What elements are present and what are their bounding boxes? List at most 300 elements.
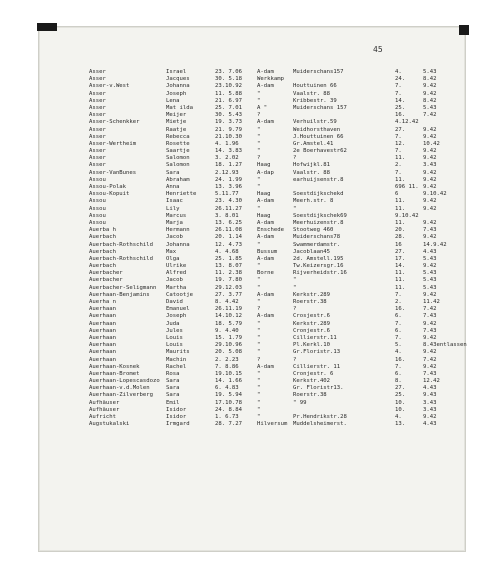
record-day: 11. xyxy=(395,284,406,291)
record-given-name: Rosa xyxy=(166,370,180,377)
record-given-name: Sara xyxy=(166,385,180,392)
record-day: 27. xyxy=(395,248,406,255)
record-day: 4. xyxy=(395,414,402,420)
record-day: 16. xyxy=(395,356,406,363)
record-birth-date: 14. 1.66 xyxy=(215,378,242,385)
record-day: 17. xyxy=(395,255,406,262)
record-address: 2e Boerhavestr62 xyxy=(293,148,347,155)
record-day: 27. xyxy=(395,385,406,392)
record-row xyxy=(89,371,459,378)
record-date: 9.42 xyxy=(423,176,437,183)
record-given-name: Mat ilda xyxy=(166,104,193,111)
record-birth-date: 6. 4.83 xyxy=(215,385,239,392)
record-birth-date: 25. 1.85 xyxy=(215,255,242,262)
record-birth-date: 13. 3.96 xyxy=(215,184,242,190)
record-address: Gr.Amstel.41 xyxy=(293,140,334,147)
record-birth-date: 18. 1.27 xyxy=(215,162,242,169)
record-date: 9.42 xyxy=(423,184,437,190)
record-surname: Auerhaan-v.d.Molen xyxy=(89,385,150,392)
record-given-name: Isidor xyxy=(166,406,187,413)
record-row xyxy=(89,112,459,119)
ledger-sheet xyxy=(38,26,466,552)
record-address: ? xyxy=(293,356,297,363)
record-address: J.Houttuinen 66 xyxy=(293,133,344,140)
record-given-name: Emanuel xyxy=(166,306,190,313)
record-city: ? xyxy=(257,112,261,119)
record-city: A-dam xyxy=(257,313,274,320)
record-address: ? xyxy=(293,155,297,162)
record-city: " xyxy=(257,97,261,104)
record-day: 11. xyxy=(395,205,406,212)
record-date: 9.43 xyxy=(423,392,437,399)
record-surname: Assou xyxy=(89,219,106,226)
record-row xyxy=(89,421,459,428)
record-address: 2d. Amstell.195 xyxy=(293,255,344,262)
record-city: A " xyxy=(257,104,268,111)
record-row xyxy=(89,385,459,392)
record-given-name: Martha xyxy=(166,284,187,291)
record-address: Muddelsheimerst. xyxy=(293,421,347,428)
record-row xyxy=(89,98,459,105)
record-given-name: Machin xyxy=(166,356,187,363)
record-surname: Asser xyxy=(89,97,106,104)
record-row xyxy=(89,76,459,83)
record-row xyxy=(89,227,459,234)
record-row xyxy=(89,277,459,284)
record-birth-date: 2. 2.23 xyxy=(215,356,239,363)
record-birth-date: 24. 8.84 xyxy=(215,406,242,413)
record-row xyxy=(89,191,459,198)
record-surname: Auerhaan xyxy=(89,342,116,349)
record-address: Cronjestr. 6 xyxy=(293,370,334,377)
record-day: 11. xyxy=(395,198,406,205)
record-city: A-dam xyxy=(257,119,274,126)
record-given-name: Saartje xyxy=(166,148,190,155)
record-date: 3.43 xyxy=(423,406,437,413)
record-given-name: Maurits xyxy=(166,349,190,356)
record-day: 6 xyxy=(395,191,399,198)
record-city: Borne xyxy=(257,270,274,277)
record-given-name: Jules xyxy=(166,327,183,334)
record-day: 7. xyxy=(395,320,402,327)
record-birth-date: 13. 6.25 xyxy=(215,219,242,226)
record-address: Roerstr.38 xyxy=(293,299,327,305)
record-date: 9.42 xyxy=(423,219,437,226)
record-day: 4. xyxy=(395,349,402,356)
record-given-name: Abraham xyxy=(166,176,190,183)
record-given-name: Marcus xyxy=(166,212,187,219)
record-row xyxy=(89,407,459,414)
record-day: 7. xyxy=(395,334,402,341)
record-address: Houttuinen 66 xyxy=(293,83,337,90)
record-birth-date: 14. 3.83 xyxy=(215,148,242,155)
record-city: Enschede xyxy=(257,227,284,234)
record-address: Kerkstr.402 xyxy=(293,378,331,385)
record-given-name: Jacques xyxy=(166,76,190,83)
record-surname: Assou xyxy=(89,176,106,183)
record-given-name: Irmgard xyxy=(166,421,190,428)
record-given-name: Joseph xyxy=(166,90,187,97)
record-address: Meerhuizenstr.8 xyxy=(293,219,344,226)
record-given-name: Rosette xyxy=(166,140,190,147)
record-given-name: Johanna xyxy=(166,241,190,248)
record-address: Rijverheidstr.16 xyxy=(293,270,347,277)
record-day: 7. xyxy=(395,83,402,90)
record-row xyxy=(89,127,459,134)
record-day: 6. xyxy=(395,327,402,334)
record-city: " xyxy=(257,184,261,190)
record-surname: Auerhaan xyxy=(89,306,116,313)
record-given-name: Anna xyxy=(166,184,180,190)
record-surname: Augstukalski xyxy=(89,421,130,428)
record-birth-date: 26.11.08 xyxy=(215,227,242,234)
record-day: 14. xyxy=(395,97,406,104)
record-date: 7.42 xyxy=(423,112,437,119)
record-surname: Assou-Kopuit xyxy=(89,191,130,198)
record-day: 5. xyxy=(395,342,402,349)
record-city: " xyxy=(257,126,261,133)
record-day: 7. xyxy=(395,133,402,140)
record-city: " xyxy=(257,320,261,327)
record-day: 6. xyxy=(395,370,402,377)
record-birth-date: 3. 2.02 xyxy=(215,155,239,162)
record-date: 9.10.42 xyxy=(423,191,447,198)
record-date: 8.42 xyxy=(423,97,437,104)
record-row xyxy=(89,378,459,385)
record-given-name: Max xyxy=(166,248,177,255)
record-given-name: Rebecca xyxy=(166,133,190,140)
record-birth-date: 29.12.03 xyxy=(215,284,242,291)
record-surname: Auerhaan xyxy=(89,349,116,356)
record-address: " 99 xyxy=(293,399,307,406)
record-birth-date: 4. 1.96 xyxy=(215,140,239,147)
record-address: Kribbestr. 39 xyxy=(293,97,337,104)
record-surname: Auerbach xyxy=(89,248,116,255)
record-address: earhuijsenstr.8 xyxy=(293,176,344,183)
record-birth-date: 29.10.96 xyxy=(215,342,242,349)
record-address: Roerstr.38 xyxy=(293,392,327,399)
record-given-name: Lily xyxy=(166,205,180,212)
record-date: 9.42 xyxy=(423,148,437,155)
record-address: Hofwijkl.81 xyxy=(293,162,331,169)
record-city: " xyxy=(257,399,261,406)
record-city: " xyxy=(257,385,261,392)
record-day: 14. xyxy=(395,263,406,270)
record-birth-date: 21. 9.79 xyxy=(215,126,242,133)
record-row xyxy=(89,321,459,328)
record-birth-date: 23. 7.06 xyxy=(215,69,242,75)
record-birth-date: 19. 3.73 xyxy=(215,119,242,126)
record-day: 4.12.42 xyxy=(395,119,419,126)
corner-tab xyxy=(37,23,57,31)
record-row xyxy=(89,256,459,263)
record-row xyxy=(89,170,459,177)
record-given-name: Lena xyxy=(166,97,180,104)
record-row xyxy=(89,292,459,299)
record-surname: Assou xyxy=(89,205,106,212)
record-given-name: Salomon xyxy=(166,155,190,162)
record-surname: Asser xyxy=(89,69,106,75)
record-city: A-dam xyxy=(257,363,274,370)
record-day: 16. xyxy=(395,306,406,313)
record-surname: Auerbach xyxy=(89,263,116,270)
record-surname: Auerhaan-Lopescasdozo xyxy=(89,378,160,385)
record-given-name: Isaac xyxy=(166,198,183,205)
record-row xyxy=(89,155,459,162)
record-date: 8.42 xyxy=(423,76,437,83)
record-row xyxy=(89,69,459,76)
record-given-name: Sara xyxy=(166,392,180,399)
record-given-name: David xyxy=(166,299,183,305)
record-birth-date: 9. 4.40 xyxy=(215,327,239,334)
record-birth-date: 23.10.92 xyxy=(215,83,242,90)
record-address: Soestdijkschek69 xyxy=(293,212,347,219)
record-address: " xyxy=(293,205,297,212)
record-row xyxy=(89,184,459,191)
record-day: 16. xyxy=(395,112,406,119)
record-birth-date: 30. 5.18 xyxy=(215,76,242,83)
record-birth-date: 19. 7.80 xyxy=(215,277,242,284)
record-given-name: Sara xyxy=(166,169,180,176)
record-date: 5.43 xyxy=(423,284,437,291)
record-list xyxy=(89,69,467,428)
record-row xyxy=(89,249,459,256)
record-city: Haag xyxy=(257,162,271,169)
record-date: 9.42 xyxy=(423,205,437,212)
record-date: 9.42 xyxy=(423,83,437,90)
record-row xyxy=(89,213,459,220)
record-date: 12.42 xyxy=(423,378,440,385)
record-day: 8. xyxy=(395,378,402,385)
record-row xyxy=(89,105,459,112)
record-given-name: Rachel xyxy=(166,363,187,370)
record-birth-date: 5.11.77 xyxy=(215,191,239,198)
record-address: Muiderschans 157 xyxy=(293,104,347,111)
record-surname: Asser xyxy=(89,155,106,162)
record-birth-date: 30. 5.43 xyxy=(215,112,242,119)
record-city: Hilversum xyxy=(257,421,288,428)
record-surname: Asser xyxy=(89,162,106,169)
record-city: " xyxy=(257,284,261,291)
record-birth-date: 15. 1.79 xyxy=(215,334,242,341)
record-date: 7.43 xyxy=(423,370,437,377)
record-birth-date: 20. 1.14 xyxy=(215,234,242,241)
record-surname: Assou-Polak xyxy=(89,184,127,190)
record-given-name: Mietje xyxy=(166,119,187,126)
record-given-name: Henriette xyxy=(166,191,197,198)
record-city: " xyxy=(257,263,261,270)
record-day: 20. xyxy=(395,227,406,234)
record-surname: Auerbach-Rothschild xyxy=(89,241,153,248)
record-date: 5.43 xyxy=(423,255,437,262)
record-address: Cillierstr. 11 xyxy=(293,363,341,370)
record-row xyxy=(89,335,459,342)
record-address: Weidhorsthaven xyxy=(293,126,341,133)
record-given-name: Ulrike xyxy=(166,263,187,270)
record-date: 9.42 xyxy=(423,234,437,241)
record-birth-date: 1. 6.73 xyxy=(215,414,239,420)
record-address: Soestdijkschekd xyxy=(293,191,344,198)
record-date: 7.43 xyxy=(423,327,437,334)
record-birth-date: 23. 4.30 xyxy=(215,198,242,205)
record-row xyxy=(89,392,459,399)
record-row xyxy=(89,198,459,205)
record-city: A-dam xyxy=(257,234,274,241)
record-surname: Asser xyxy=(89,133,106,140)
record-day: 27. xyxy=(395,126,406,133)
record-date: 9.42 xyxy=(423,349,437,356)
record-city: " xyxy=(257,327,261,334)
record-day: 11. xyxy=(395,176,406,183)
record-city: ? xyxy=(257,356,261,363)
record-given-name: Israel xyxy=(166,69,187,75)
record-address: Pl.Kerkl.10 xyxy=(293,342,331,349)
record-city: " xyxy=(257,349,261,356)
record-surname: Auerbacher xyxy=(89,270,123,277)
record-city: " xyxy=(257,342,261,349)
record-date: 9.42 xyxy=(423,198,437,205)
record-day: 11. xyxy=(395,277,406,284)
record-row xyxy=(89,148,459,155)
record-day: 9.10.42 xyxy=(395,212,419,219)
record-day: 28. xyxy=(395,234,406,241)
record-city: " xyxy=(257,90,261,97)
record-surname: Auerhaan-Kosnek xyxy=(89,363,140,370)
record-given-name: Alfred xyxy=(166,270,187,277)
record-day: 25. xyxy=(395,392,406,399)
record-date: 5.43 xyxy=(423,277,437,284)
record-day: 11. xyxy=(395,155,406,162)
record-date: 7.42 xyxy=(423,306,437,313)
record-row xyxy=(89,364,459,371)
record-city: ? xyxy=(257,306,261,313)
record-day: 13. xyxy=(395,421,406,428)
record-day: 10. xyxy=(395,406,406,413)
record-day: 11. xyxy=(395,270,406,277)
record-city: A-dap xyxy=(257,169,274,176)
record-city: " xyxy=(257,334,261,341)
record-birth-date: 13. 8.07 xyxy=(215,263,242,270)
record-birth-date: 27. 3.77 xyxy=(215,291,242,298)
record-city: " xyxy=(257,414,261,420)
record-row xyxy=(89,270,459,277)
record-given-name: Louis xyxy=(166,342,183,349)
record-surname: Auerbach-Rothschild xyxy=(89,255,153,262)
record-row xyxy=(89,357,459,364)
record-surname: Auerhaan xyxy=(89,327,116,334)
record-date: 7.43 xyxy=(423,227,437,234)
record-address: Muiderschans157 xyxy=(293,69,344,75)
record-birth-date: 24. 1.99 xyxy=(215,176,242,183)
record-row xyxy=(89,299,459,306)
record-day: 12. xyxy=(395,140,406,147)
record-surname: Auerbacher xyxy=(89,277,123,284)
record-row xyxy=(89,242,459,249)
record-day: 7. xyxy=(395,363,402,370)
record-given-name: Raatje xyxy=(166,126,187,133)
record-given-name: Juda xyxy=(166,320,180,327)
record-row xyxy=(89,206,459,213)
record-surname: Aufricht xyxy=(89,414,116,420)
record-address: Vaalstr. 88 xyxy=(293,90,331,97)
record-given-name: Salomon xyxy=(166,162,190,169)
record-city: Werkkamp xyxy=(257,76,284,83)
record-row xyxy=(89,220,459,227)
record-day: 2. xyxy=(395,162,402,169)
record-day: 7. xyxy=(395,90,402,97)
record-day: 7. xyxy=(395,148,402,155)
record-surname: Auerhaan-Benjamins xyxy=(89,291,150,298)
record-date: 9.42 xyxy=(423,133,437,140)
record-date: 4.43 xyxy=(423,421,437,428)
record-city: " xyxy=(257,277,261,284)
record-birth-date: 11. 5.88 xyxy=(215,90,242,97)
record-surname: Auerhaan xyxy=(89,320,116,327)
record-surname: Asser xyxy=(89,126,106,133)
record-date: 9.42 xyxy=(423,169,437,176)
record-surname: Auerhaan-Bromet xyxy=(89,370,140,377)
record-address: Cronjestr.6 xyxy=(293,327,331,334)
record-city: " xyxy=(257,140,261,147)
record-row xyxy=(89,119,459,126)
record-row xyxy=(89,313,459,320)
record-surname: Auerhaan xyxy=(89,334,116,341)
record-city: " xyxy=(257,299,261,305)
record-date: 9.42 xyxy=(423,320,437,327)
record-date: 3.43 xyxy=(423,162,437,169)
record-day: 7. xyxy=(395,169,402,176)
record-city: A-dam xyxy=(257,83,274,90)
record-address: ? xyxy=(293,306,297,313)
record-day: 4. xyxy=(395,69,402,75)
record-address: Meerh.str. 8 xyxy=(293,198,334,205)
record-day: 7. xyxy=(395,291,402,298)
record-row xyxy=(89,263,459,270)
record-address: Verhuilstr.59 xyxy=(293,119,337,126)
record-surname: Asser xyxy=(89,76,106,83)
record-row xyxy=(89,234,459,241)
record-city: " xyxy=(257,241,261,248)
record-date: 5.43 xyxy=(423,270,437,277)
record-birth-date: 11. 2.38 xyxy=(215,270,242,277)
record-birth-date: 25. 7.01 xyxy=(215,104,242,111)
record-row xyxy=(89,83,459,90)
record-surname: Asser xyxy=(89,148,106,155)
record-city: " xyxy=(257,176,261,183)
record-address: Vaalstr. 88 xyxy=(293,169,331,176)
record-date: 11.42 xyxy=(423,299,440,305)
record-given-name: Jacob xyxy=(166,277,183,284)
record-date: 9.42 xyxy=(423,263,437,270)
record-given-name: Joseph xyxy=(166,313,187,320)
record-day: 696 11. xyxy=(395,184,419,190)
record-row xyxy=(89,134,459,141)
record-surname: Asser-VanBunes xyxy=(89,169,137,176)
record-date: 8.43entlassen xyxy=(423,342,467,349)
record-date: 9.42 xyxy=(423,291,437,298)
record-surname: Asser-Schenkker xyxy=(89,119,140,126)
record-row xyxy=(89,91,459,98)
record-given-name: Johanna xyxy=(166,83,190,90)
record-surname: Auerha n xyxy=(89,299,116,305)
record-birth-date: 4. 4.68 xyxy=(215,248,239,255)
record-address: Jacoblaan45 xyxy=(293,248,331,255)
record-surname: Assou xyxy=(89,212,106,219)
record-city: " xyxy=(257,378,261,385)
record-date: 5.43 xyxy=(423,69,437,75)
record-date: 9.42 xyxy=(423,90,437,97)
record-address: Stootweg 460 xyxy=(293,227,334,234)
